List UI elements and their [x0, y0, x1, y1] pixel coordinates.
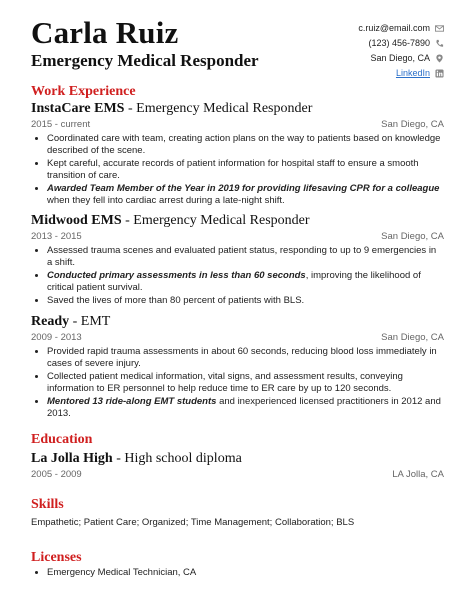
job-role: Emergency Medical Responder [133, 213, 310, 228]
job-company: Ready [31, 314, 70, 329]
education-entry [31, 451, 444, 481]
job-heading [31, 101, 444, 117]
job-location: San Diego, CA [381, 231, 444, 242]
section-title-experience: Work Experience [31, 84, 136, 99]
contact-email [358, 21, 444, 36]
section-title-education: Education [31, 432, 93, 447]
job-meta [31, 119, 444, 131]
education-sep: - [112, 451, 125, 466]
bullet-highlight: Conducted primary assessments in less than 60 seconds [47, 270, 306, 281]
candidate-name: Carla Ruiz [31, 15, 179, 50]
job-heading [31, 314, 444, 330]
contact-phone [358, 36, 444, 51]
job-location: San Diego, CA [381, 332, 444, 343]
job-company: Midwood EMS [31, 213, 122, 228]
job-dates: 2015 - current [31, 119, 91, 130]
bullet-text: , improving the likelihood of critical patient survival. [47, 270, 421, 293]
job-heading [31, 213, 444, 229]
education-dates: 2005 - 2009 [31, 469, 82, 480]
bullet-text: Kept careful, accurate records of patient information for hospital staff to ensure a smooth transition of care. [47, 158, 419, 181]
bullet-item [47, 133, 444, 157]
phone-text: (123) 456-7890 [368, 38, 430, 48]
license-item: • Emergency Medical Technician, CA [47, 567, 444, 579]
education-degree: High school diploma [124, 451, 242, 466]
bullet-item [47, 295, 444, 307]
job-entry-ready [31, 314, 444, 421]
email-icon [435, 24, 444, 33]
contact-block [358, 21, 444, 81]
job-role: Emergency Medical Responder [136, 101, 313, 116]
education-school: La Jolla High [31, 451, 113, 466]
job-dates: 2013 - 2015 [31, 231, 82, 242]
skills-text: Empathetic; Patient Care; Organized; Time Management; Collaboration; BLS [31, 517, 355, 528]
bullet-text: when they fell into cardiac arrest during a late-night shift. [47, 195, 285, 206]
education-location: LA Jolla, CA [392, 469, 444, 480]
email-text: c.ruiz@email.com [358, 23, 430, 33]
bullet-text: Coordinated care with team, creating action plans on the way to patients based on knowledge described of the scene. [47, 133, 441, 156]
bullet-item [47, 183, 444, 207]
bullet-item [47, 270, 444, 294]
bullet-text: Collected patient medical information, vital signs, and assessment results, conveying information to ER personnel to help reduce time to ER care by up to 120 seconds. [47, 371, 403, 394]
job-entry-instacare [31, 101, 444, 208]
job-sep: - [69, 314, 81, 329]
bullet-item [47, 158, 444, 182]
education-heading [31, 451, 444, 467]
bullet-item [47, 396, 444, 420]
licenses-list [31, 567, 444, 580]
resume-header [31, 0, 444, 82]
bullet-item [47, 371, 444, 395]
license-bullets [31, 567, 444, 579]
bullet-text: Assessed trauma scenes and evaluated patient status, responding to up to 9 emergencies in a shift. [47, 245, 437, 268]
job-sep: - [124, 101, 137, 116]
job-entry-midwood [31, 213, 444, 308]
bullet-highlight: Mentored 13 ride-along EMT students [47, 396, 217, 407]
bullet-text: and inexperienced licensed practitioners in 2012 and 2013. [47, 396, 441, 419]
job-sep: - [121, 213, 134, 228]
location-icon [435, 54, 444, 63]
contact-location [358, 51, 444, 66]
contact-linkedin [358, 66, 444, 81]
section-title-licenses: Licenses [31, 550, 82, 565]
bullet-text: Saved the lives of more than 80 percent of patients with BLS. [47, 295, 305, 306]
bullet-item [47, 346, 444, 370]
education-meta [31, 469, 444, 481]
job-location: San Diego, CA [381, 119, 444, 130]
job-meta [31, 231, 444, 243]
linkedin-icon [435, 69, 444, 78]
job-bullets [31, 245, 444, 307]
job-meta [31, 332, 444, 344]
location-text: San Diego, CA [370, 53, 430, 63]
linkedin-link[interactable]: LinkedIn [395, 68, 430, 78]
job-dates: 2009 - 2013 [31, 332, 82, 343]
job-bullets [31, 133, 444, 207]
job-company: InstaCare EMS [31, 101, 125, 116]
candidate-title: Emergency Medical Responder [31, 51, 259, 70]
bullet-text: Provided rapid trauma assessments in about 60 seconds, reducing blood loss immediately in cases of severe injury. [47, 346, 437, 369]
section-title-skills: Skills [31, 497, 64, 512]
job-role: EMT [80, 314, 111, 329]
job-bullets [31, 346, 444, 420]
bullet-item [47, 245, 444, 269]
phone-icon [435, 39, 444, 48]
bullet-highlight: Awarded Team Member of the Year in 2019 for providing lifesaving CPR for a colleague [47, 183, 440, 194]
